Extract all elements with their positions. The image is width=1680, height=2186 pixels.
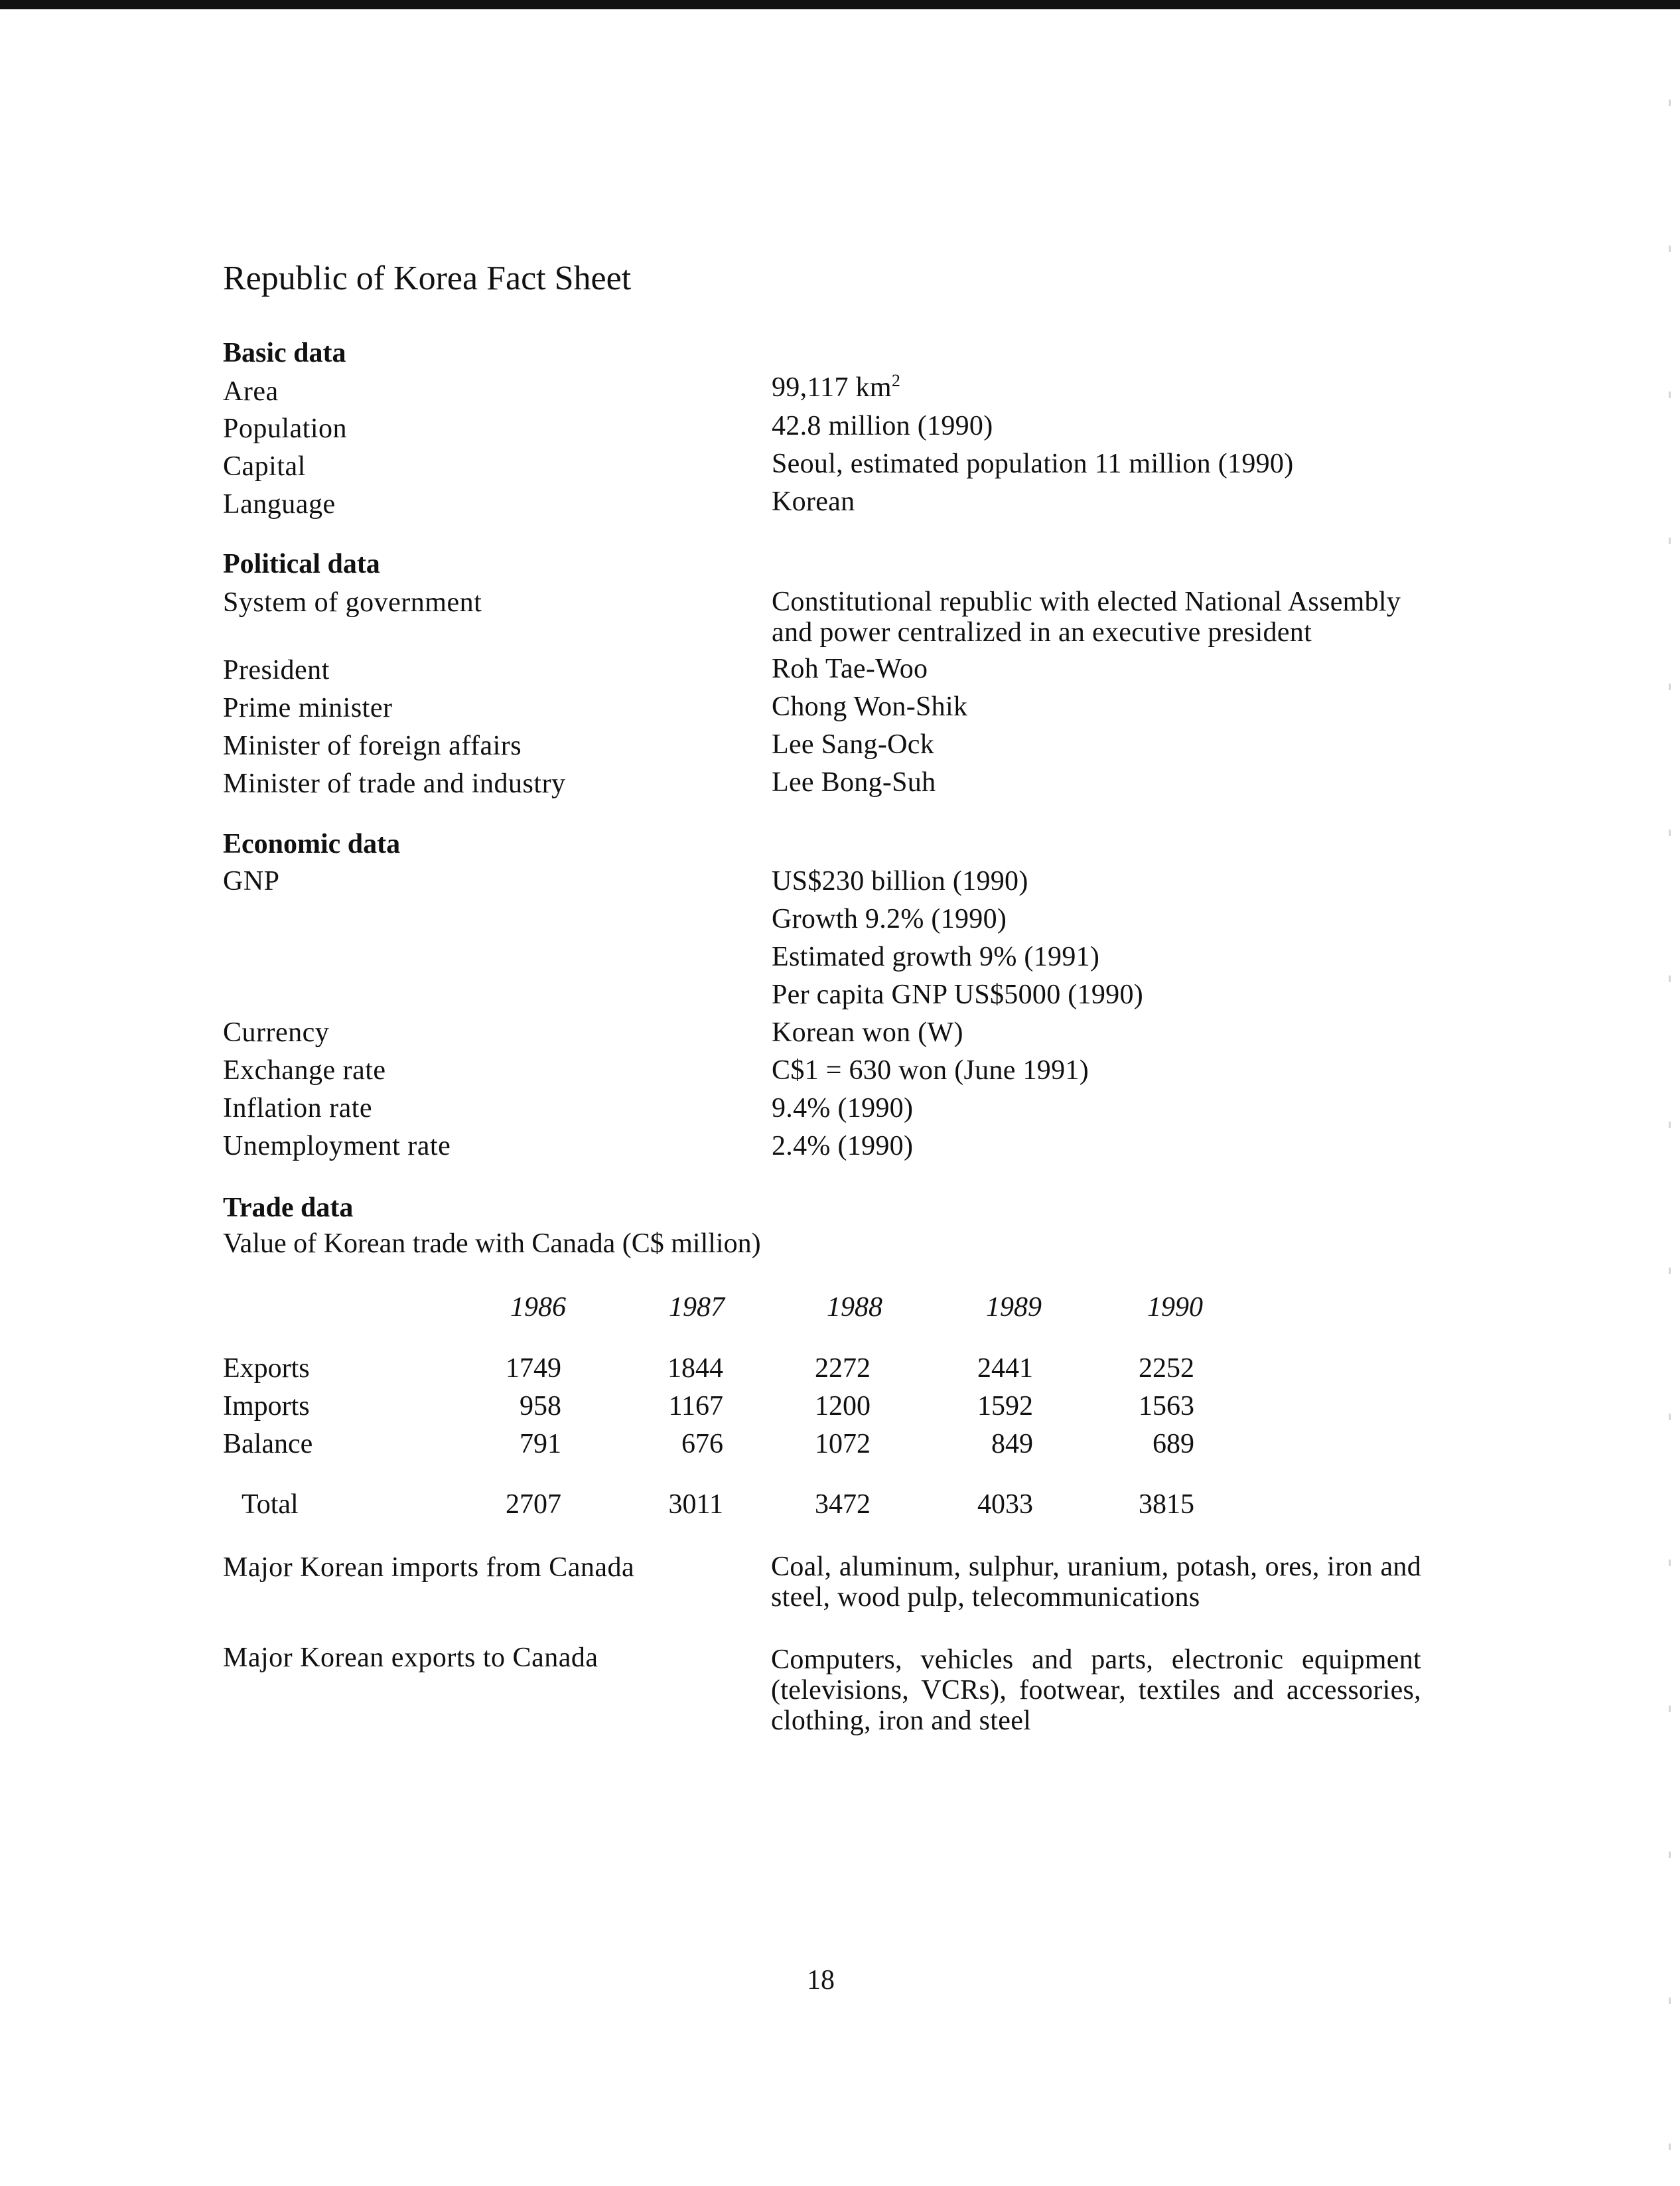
- table-cell: 1844: [667, 1353, 723, 1384]
- balance-row-label: Balance: [223, 1429, 313, 1459]
- exchange-rate-label: Exchange rate: [223, 1055, 386, 1086]
- political-data-heading: Political data: [223, 549, 380, 579]
- trade-minister-value: Lee Bong-Suh: [772, 767, 936, 798]
- page-number: 18: [807, 1965, 835, 1996]
- system-of-government-value: Constitutional republic with elected National Assembly and power centralized in an executive president: [772, 587, 1401, 648]
- exchange-rate-value: C$1 = 630 won (June 1991): [772, 1055, 1089, 1086]
- major-exports-label: Major Korean exports to Canada: [223, 1642, 598, 1673]
- year-header: 1987: [669, 1292, 725, 1323]
- trade-minister-label: Minister of trade and industry: [223, 768, 566, 799]
- gnp-label: GNP: [223, 866, 280, 897]
- year-header: 1988: [827, 1292, 882, 1323]
- table-cell: 2441: [977, 1353, 1033, 1384]
- inflation-rate-label: Inflation rate: [223, 1093, 373, 1124]
- page-title: Republic of Korea Fact Sheet: [223, 259, 632, 297]
- year-header: 1986: [510, 1292, 566, 1323]
- table-cell: 689: [1153, 1429, 1194, 1459]
- table-cell: 1072: [815, 1429, 871, 1459]
- trade-data-heading: Trade data: [223, 1193, 354, 1223]
- inflation-rate-value: 9.4% (1990): [772, 1093, 914, 1124]
- language-label: Language: [223, 489, 336, 520]
- foreign-minister-value: Lee Sang-Ock: [772, 729, 934, 760]
- table-cell: 1592: [977, 1391, 1033, 1421]
- economic-data-heading: Economic data: [223, 829, 401, 859]
- table-cell: 1749: [506, 1353, 561, 1384]
- unemployment-rate-value: 2.4% (1990): [772, 1131, 914, 1161]
- capital-label: Capital: [223, 451, 306, 482]
- table-cell: 676: [681, 1429, 723, 1459]
- president-value: Roh Tae-Woo: [772, 654, 928, 684]
- major-imports-label: Major Korean imports from Canada: [223, 1552, 635, 1583]
- language-value: Korean: [772, 486, 855, 517]
- system-of-government-label: System of government: [223, 587, 482, 618]
- gnp-value-1: US$230 billion (1990): [772, 866, 1028, 897]
- foreign-minister-label: Minister of foreign affairs: [223, 731, 522, 761]
- exports-row-label: Exports: [223, 1353, 310, 1384]
- gnp-value-2: Growth 9.2% (1990): [772, 904, 1007, 934]
- prime-minister-value: Chong Won-Shik: [772, 692, 968, 722]
- total-row-label: Total: [242, 1489, 299, 1520]
- table-cell: 4033: [977, 1489, 1033, 1520]
- capital-value: Seoul, estimated population 11 million (1990): [772, 449, 1294, 479]
- table-cell: 2707: [506, 1489, 561, 1520]
- table-cell: 1200: [815, 1391, 871, 1421]
- table-cell: 1167: [668, 1391, 723, 1421]
- gnp-value-3: Estimated growth 9% (1991): [772, 942, 1100, 972]
- area-label: Area: [223, 376, 279, 407]
- major-exports-value: Computers, vehicles and parts, electronic equipment (televisions, VCRs), footwear, textiles and accessories, clothing, iron and steel: [771, 1644, 1421, 1736]
- imports-row-label: Imports: [223, 1391, 310, 1421]
- population-label: Population: [223, 413, 348, 444]
- currency-value: Korean won (W): [772, 1017, 963, 1048]
- unemployment-rate-label: Unemployment rate: [223, 1131, 451, 1161]
- table-cell: 791: [520, 1429, 561, 1459]
- area-value: 99,117 $km^2$: [772, 371, 901, 403]
- year-header: 1989: [986, 1292, 1042, 1323]
- trade-table-caption: Value of Korean trade with Canada (C$ million): [223, 1228, 761, 1259]
- currency-label: Currency: [223, 1017, 330, 1048]
- basic-data-heading: Basic data: [223, 338, 346, 368]
- gnp-value-4: Per capita GNP US$5000 (1990): [772, 980, 1144, 1010]
- table-cell: 849: [991, 1429, 1033, 1459]
- table-cell: 2252: [1139, 1353, 1194, 1384]
- population-value: 42.8 million (1990): [772, 411, 993, 441]
- table-cell: 958: [520, 1391, 561, 1421]
- table-cell: 3815: [1139, 1489, 1194, 1520]
- table-cell: 2272: [815, 1353, 871, 1384]
- table-cell: 3472: [815, 1489, 871, 1520]
- table-cell: 3011: [668, 1489, 723, 1520]
- major-imports-value: Coal, aluminum, sulphur, uranium, potash, ores, iron and steel, wood pulp, telecommunications: [771, 1552, 1421, 1613]
- year-header: 1990: [1147, 1292, 1203, 1323]
- prime-minister-label: Prime minister: [223, 693, 393, 723]
- president-label: President: [223, 655, 330, 686]
- table-cell: 1563: [1139, 1391, 1194, 1421]
